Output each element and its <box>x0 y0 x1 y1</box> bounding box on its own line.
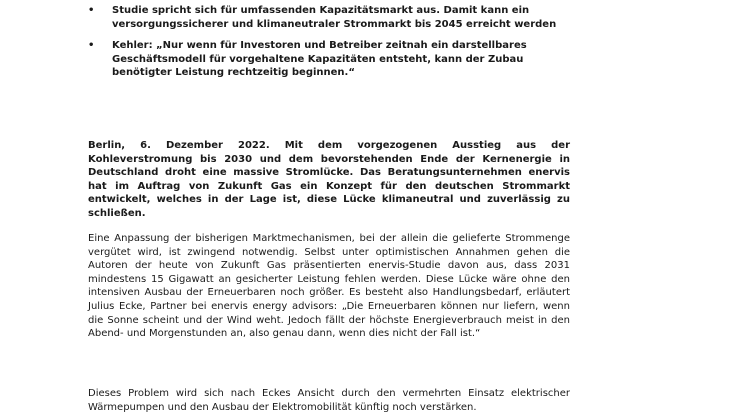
summary-bullet-text: Kehler: „Nur wenn für Investoren und Betreiber zeitnah ein darstellbares Geschäftsmodell für vorgehaltene Kapazitäten entsteht, kann der Zubau benötigter Leistung rechtzeitig beginnen.“ <box>112 40 527 79</box>
summary-bullet-text: Studie spricht sich für umfassenden Kapazitätsmarkt aus. Damit kann ein versorgungssicherer und klimaneutraler Strommarkt bis 2045 erreicht werden <box>112 5 557 30</box>
body-paragraph: Dieses Problem wird sich nach Eckes Ansicht durch den vermehrten Einsatz elektrischer Wärmepumpen und den Ausbau der Elektromobilität künftig noch verstärken. <box>88 388 570 413</box>
bullet-dot-icon: • <box>88 5 95 16</box>
summary-bullet <box>88 39 568 80</box>
summary-bullet-list <box>88 4 568 88</box>
summary-bullet <box>88 4 568 31</box>
bullet-dot-icon: • <box>88 40 95 52</box>
lead-paragraph: Berlin, 6. Dezember 2022. Mit dem vorgezogenen Ausstieg aus der Kohleverstromung bis 2030 und dem bevorstehenden Ende der Kernenergie in Deutschland droht eine massive Stromlücke. Das Beratungsunternehmen enervis hat im Auftrag von Zukunft Gas ein Konzept für den deutschen Strommarkt entwickelt, welches in der Lage ist, diese Lücke klimaneutral und zuverlässig zu schließen. <box>88 140 570 219</box>
body-paragraph: Eine Anpassung der bisherigen Marktmechanismen, bei der allein die gelieferte Strommenge vergütet wird, ist zwingend notwendig. Selbst unter optimistischen Annahmen gehen die Autoren der heute von Zukunft Gas präsentierten enervis-Studie davon aus, dass 2031 mindestens 15 Gigawatt an gesicherter Leistung fehlen werden. Diese Lücke wäre ohne den intensiven Ausbau der Erneuerbaren noch größer. Es besteht also Handlungsbedarf, erläutert Julius Ecke, Partner bei enervis energy advisors: „Die Erneuerbaren können nur liefern, wenn die Sonne scheint und der Wind weht. Jedoch fällt der höchste Energieverbrauch meist in den Abend- und Morgenstunden an, also genau dann, wenn dies nicht der Fall ist.“ <box>88 233 570 340</box>
